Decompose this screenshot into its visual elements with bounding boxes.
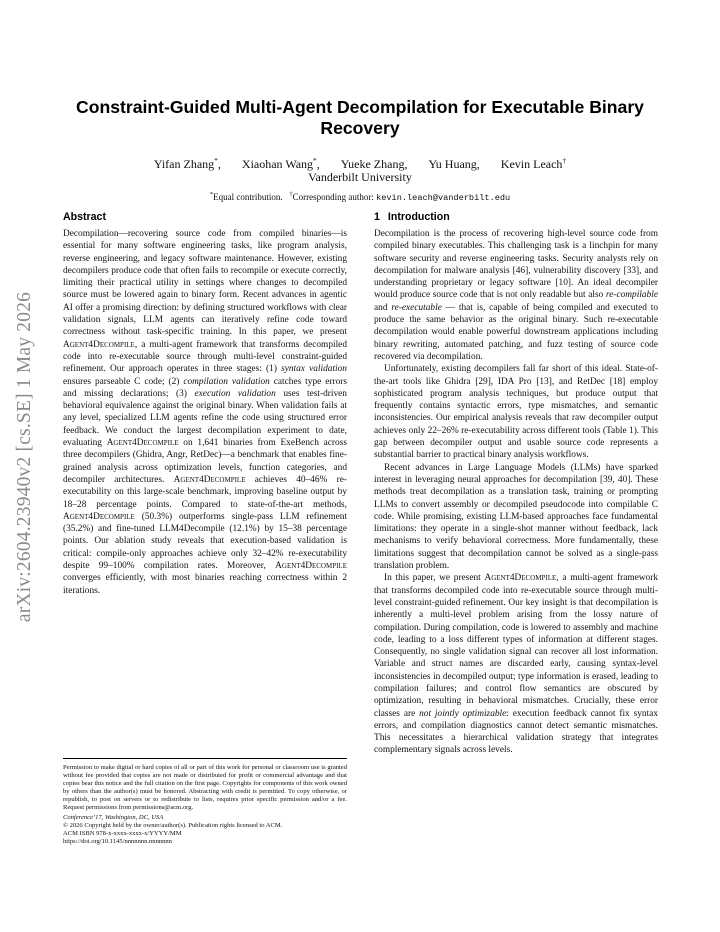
permission-notice: Permission to make digital or hard copies of all or part of this work for personal or classroom use is granted without fee provided that copies are not made or distributed for profit or commercial advantage and that copies bear this notice and the full citation on the first page. Copyrights for components of this work owned by others than the author(s) must be honored. Abstracting with credit is permitted. To copy otherwise, or republish, to post on servers or to redistribute to lists, requires prior specific permission and/or a fee. Request permissions from permissions@acm.org. xyxy=(63,764,347,812)
introduction-heading xyxy=(374,211,658,224)
isbn-line: ACM ISBN 978-x-xxxx-xxxx-x/YYYY/MM xyxy=(63,829,182,837)
emphasis-text: syntax validation xyxy=(281,364,347,375)
text-run: catches type errors and missing declarations; (3) xyxy=(63,376,347,399)
author-5 xyxy=(501,157,566,171)
emphasis-text: re-executable xyxy=(391,302,442,313)
author-mark: * xyxy=(214,156,218,165)
author-name: Yifan Zhang xyxy=(153,157,215,171)
author-name: Yu Huang xyxy=(428,157,477,171)
system-name: Agent4Decompile xyxy=(484,573,557,584)
intro-paragraph-4 xyxy=(374,572,658,756)
emphasis-text: re-compilable xyxy=(605,290,658,301)
text-run: converges efficiently, with most binaries reaching correctness within 2 iterations. xyxy=(63,573,347,596)
intro-paragraph-3 xyxy=(374,462,658,573)
intro-paragraph-2 xyxy=(374,363,658,461)
text-run: Decompilation—recovering source code from compiled binaries—is essential for many software engineering tasks, like program analysis, reverse engineering, and legacy software maintenance. However, existing decompilers produce code that often fails to recompile or execute correctly, limiting their practical utility in settings where changes to decompiled source must be lowered again to binary form. Recent advances in agentic AI offer a promising direction: by defining structured workflows with clear validation signals, LLM agents can iteratively refine code toward correctness without task-specific training. In this paper, we present xyxy=(63,229,347,338)
author-mark: † xyxy=(562,156,567,165)
text-run: Recent advances in Large Language Models (LLMs) have sparked interest in leveraging neural approaches for decompilation [39, 40]. These methods treat decompilation as a translation task, training or prompting LLMs to convert assembly or decompiled pseudocode into compilable C code. While promising, existing LLM-based approaches face fundamental limitations: they operate in a single-shot manner without feedback, lack mechanisms to verify behavioral correctness. More fundamentally, these limitations suggest that decompilation cannot be solved as a single-pass translation problem. xyxy=(374,462,658,572)
emphasis-text: not jointly optimizable xyxy=(419,708,507,719)
text-run: , a multi-agent framework that transforms decompiled code into re-executable source through multi-level constraint-guided refinement. Our approach operates in three stages: (1) xyxy=(63,339,347,375)
system-name: Agent4Decompile xyxy=(63,339,135,350)
author-1: Yifan Zhang*, xyxy=(153,156,221,171)
author-2: Xiaohan Wang*, xyxy=(241,156,320,171)
text-run: (50.3%) outperforms single-pass LLM refinement (35.2%) and fine-tuned LLM4Decompile (12.1%) by 15–38 percentage points. Our ablation study reveals that execution-based validation is critical: compile-only approaches achieve only 32–42% re-executability despite 99–100% compilation rates. Moreover, xyxy=(63,511,347,572)
corresponding-author-note: Corresponding author: xyxy=(292,192,377,202)
author-4: Yu Huang, xyxy=(428,157,480,171)
author-name: Xiaohan Wang xyxy=(241,157,314,171)
corresponding-email: kevin.leach@vanderbilt.edu xyxy=(376,193,511,203)
abstract-text xyxy=(63,228,347,597)
author-mark: * xyxy=(313,156,317,165)
permission-footnote xyxy=(63,758,347,846)
text-run: — that is, capable of being compiled and executed to produce the same behavior as the original binary. Such re-executable decompilation would enable powerful downstream applications including binary rewriting, automated patching, and fuzz testing of source code recovered via decompilation. xyxy=(374,302,658,362)
right-column xyxy=(374,211,658,757)
section-title: Introduction xyxy=(387,211,450,223)
intro-paragraph-1 xyxy=(374,228,658,363)
copyright-line: © 2026 Copyright held by the owner/author(s). Publication rights licensed to ACM. xyxy=(63,821,283,829)
affiliation: Vanderbilt University xyxy=(308,170,412,184)
text-run: achieves 40–46% re-executability on this large-scale benchmark, improving baseline output by 18–28 percentage points. Compared to state-of-the-art methods, xyxy=(63,474,348,510)
arxiv-identifier-text: arXiv:2604.23940v2 [cs.SE] 1 May 2026 xyxy=(14,291,36,623)
author-3: Yueke Zhang, xyxy=(340,157,408,171)
equal-contribution-note: Equal contribution. xyxy=(213,192,283,202)
section-number: 1 xyxy=(374,211,380,223)
text-run: Decompilation is the process of recovering high-level source code from compiled binary executables. This challenging task is a linchpin for many software security and reverse engineering tasks. Security analysts rely on decompilation for malware analysis [46], vulnerability discovery [33], and understanding proprietary or legacy software [10]. An ideal decompiler would produce source code that is not only readable but also xyxy=(374,229,658,301)
text-run: ensures parseable C code; (2) xyxy=(63,376,184,387)
text-run: : execution feedback cannot fix syntax errors, and compilation diagnostics cannot detect semantic mismatches. This necessitates a hierarchical validation strategy that integrates complementary signals across levels. xyxy=(374,708,658,756)
text-run: Unfortunately, existing decompilers fall far short of this ideal. State-of-the-art tools like Ghidra [29], IDA Pro [13], and RetDec [18] employ sophisticated program analysis techniques, but produce output that frequently contains syntactic errors, type mismatches, and semantic inconsistencies. Our empirical analysis reveals that raw decompiler output achieves only 22–26% re-executability across different tools (Table 1). This gap between decompiler output and usable source code represents a substantial barrier to practical binary analysis workflows. xyxy=(374,364,658,461)
left-column xyxy=(63,211,347,597)
author-name: Yueke Zhang xyxy=(340,157,405,171)
text-run: uses test-driven behavioral equivalence against the original binary. When validation fails at any level, specialized LLM agents refine the code using structured error feedback. We conduct the largest decompilation experiment to date, evaluating xyxy=(63,388,347,449)
equal-mark: * xyxy=(209,191,214,198)
arxiv-identifier-stamp xyxy=(10,262,40,652)
text-run: on 1,641 binaries from ExeBench across three decompilers (Ghidra, Angr, RetDec)—a benchmark that enables fine-grained analysis across optimization levels, function categories, and decompiler architectures. xyxy=(63,438,347,485)
system-name: Agent4Decompile xyxy=(63,511,135,522)
author-name: Kevin Leach xyxy=(500,157,563,171)
text-run: , a multi-agent framework that transforms decompiled code into re-executable source through multi-level constraint-guided refinement. Our key insight is that decompilation is inherently a multi-level problem arising from the lossy nature of compilation. During compilation, code is lowered to assembly and machine code, leading to a loss different types of information at different stages. Consequently, no single validation signal can recover all lost information. Variable and struct names are discarded early, causing syntax-level inconsistencies in decompiled output; type information is erased, leading to compilation failures; and control flow semantics are obscured by optimization, resulting in behavioral mismatches. Crucially, these error classes are xyxy=(374,573,658,719)
emphasis-text: execution validation xyxy=(194,388,276,399)
corresponding-mark: † xyxy=(289,191,293,198)
system-name: Agent4Decompile xyxy=(173,474,246,485)
author-notes xyxy=(60,189,660,204)
abstract-heading: Abstract xyxy=(63,211,106,223)
text-run: and xyxy=(374,302,392,313)
text-run: In this paper, we present xyxy=(384,573,485,584)
doi-line: https://doi.org/10.1145/nnnnnnn.nnnnnnn xyxy=(63,837,172,845)
emphasis-text: compilation validation xyxy=(183,376,270,387)
system-name: Agent4Decompile xyxy=(275,561,347,572)
paper-title: Constraint-Guided Multi-Agent Decompilation for Executable Binary Recovery xyxy=(76,97,644,138)
conference-line: Conference’17, Washington, DC, USA xyxy=(63,813,164,821)
system-name: Agent4Decompile xyxy=(106,438,179,449)
